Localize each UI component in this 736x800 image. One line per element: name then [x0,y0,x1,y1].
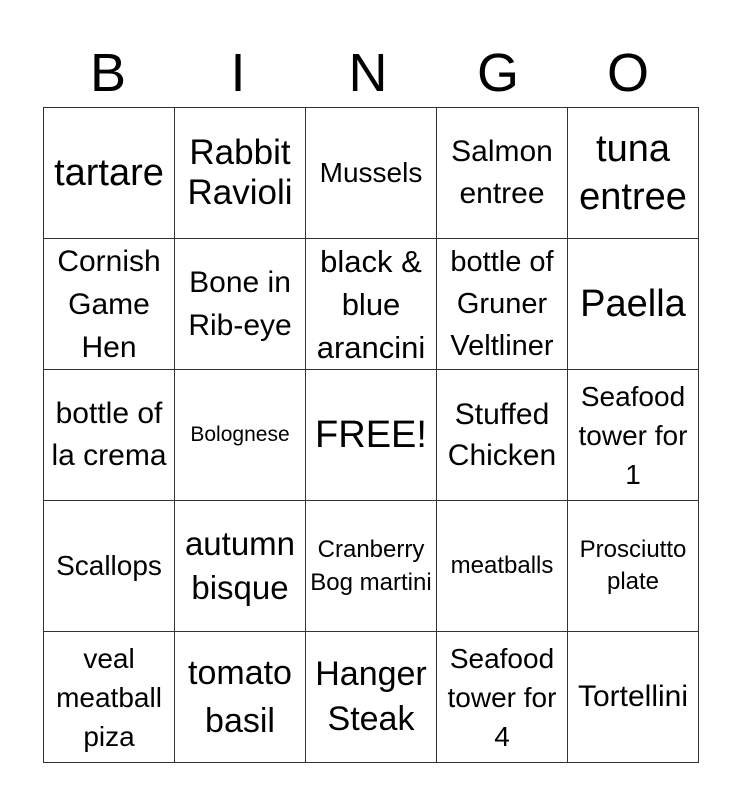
bingo-cell [44,632,175,763]
bingo-cell [437,370,568,501]
cell-text: bottle of Gruner Veltliner [450,246,554,362]
cell-text: Mussels [319,157,423,188]
bingo-cell [568,632,699,763]
bingo-cell [306,501,437,632]
bingo-cell [44,108,175,239]
cell-text: tomato basil [188,654,292,740]
cell-text: Rabbit Ravioli [187,133,293,212]
cell-text: Salmon entree [451,135,553,210]
cell-text: Prosciutto plate [579,536,687,595]
cell-text: Paella [580,283,686,325]
cell-text: Hanger Steak [315,655,427,738]
bingo-cell [175,370,306,501]
bingo-cell [175,239,306,370]
grid-row [44,632,699,763]
bingo-cell [44,370,175,501]
header-letter-o: O [606,43,649,103]
cell-text: tuna entree [579,128,687,218]
bingo-header [43,40,693,106]
bingo-cell [44,239,175,370]
cell-text: Tortellini [577,680,689,713]
bingo-cell [175,501,306,632]
bingo-cell [306,370,437,501]
grid-row [44,239,699,370]
bingo-cell [306,632,437,763]
bingo-cell [568,370,699,501]
cell-text: autumn bisque [184,525,296,606]
cell-text: veal meatball piza [56,642,162,752]
bingo-cell [44,501,175,632]
bingo-cell [568,501,699,632]
cell-text: tartare [54,152,164,194]
bingo-cell [437,239,568,370]
cell-text: Stuffed Chicken [447,398,557,472]
cell-text: Bone in Rib-eye [188,266,292,342]
cell-text: FREE! [315,414,427,456]
grid-row [44,501,699,632]
cell-text: Cornish Game Hen [57,244,161,364]
cell-text: black & blue arancini [316,243,426,365]
bingo-cell [568,239,699,370]
bingo-cell [306,239,437,370]
grid-row [44,370,699,501]
cell-text: Scallops [56,550,162,581]
header-letter-i: I [230,43,246,103]
cell-text: Seafood tower for 1 [578,380,688,490]
cell-text: meatballs [450,552,554,579]
cell-text: Bolognese [190,423,290,446]
bingo-cell [175,632,306,763]
cell-text: bottle of la crema [51,397,167,472]
bingo-cell [306,108,437,239]
cell-text: Seafood tower for 4 [447,642,557,752]
header-letter-g: G [476,43,519,103]
grid-row [44,108,699,239]
bingo-grid [43,107,699,763]
bingo-cell [437,632,568,763]
header-letter-b: B [89,43,127,103]
header-letter-n: N [348,43,388,103]
bingo-cell [437,108,568,239]
bingo-cell [568,108,699,239]
cell-text: Cranberry Bog martini [310,536,432,596]
bingo-cell [175,108,306,239]
bingo-cell [437,501,568,632]
